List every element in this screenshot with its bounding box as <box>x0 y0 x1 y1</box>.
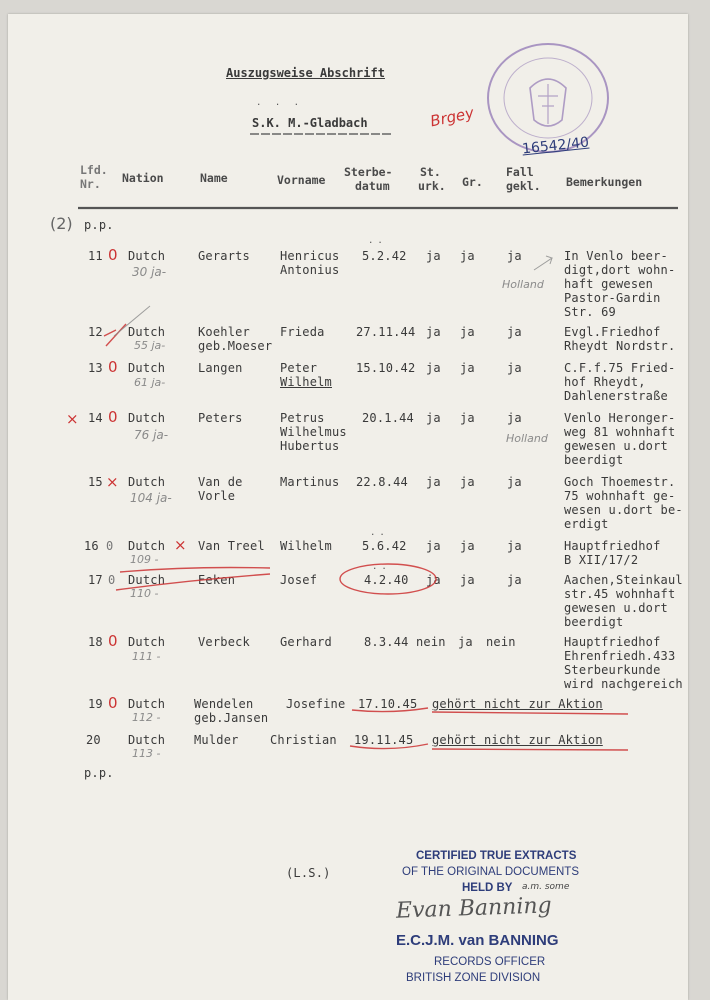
row-bemerkung: gewesen u.dort <box>564 439 668 453</box>
row-vorname: Josef <box>280 573 318 587</box>
row-bemerkung: wesen u.dort be- <box>564 503 683 517</box>
header-bemerkungen: Bemerkungen <box>566 175 643 189</box>
row-bemerkung: str.45 wohnhaft <box>564 587 676 601</box>
pencil-note: 30 ja- <box>132 265 167 279</box>
row-bemerkung: C.F.f.75 Fried- <box>564 361 676 375</box>
row-bemerkung: Str. 69 <box>564 305 616 319</box>
row-bemerkung: weg 81 wohnhaft <box>564 425 676 439</box>
row-vorname: Hubertus <box>280 439 340 453</box>
row-bemerkung: gewesen u.dort <box>564 601 668 615</box>
pencil-side-note: Holland <box>502 278 544 291</box>
row-bemerkung: Sterbeurkunde <box>564 663 661 677</box>
row-fall: ja <box>507 249 522 263</box>
row-bemerkung: B XII/17/2 <box>564 553 639 567</box>
header-nation: Nation <box>122 171 164 185</box>
header-fall: Fall <box>506 165 534 179</box>
row-fall: ja <box>507 325 522 339</box>
row-nation: Dutch <box>128 539 166 553</box>
pencil-note: 109 - <box>130 553 159 566</box>
row-vorname: Wilhelm <box>280 539 332 553</box>
pp-top-mark: (2) <box>50 214 73 233</box>
row-nation: Dutch <box>128 325 166 339</box>
row-nation: Dutch <box>128 411 166 425</box>
row-bemerkung: beerdigt <box>564 615 624 629</box>
row-vorname: Josefine <box>286 697 346 711</box>
row-name: Langen <box>198 361 243 375</box>
row-bemerkung: Goch Thoemestr. <box>564 475 676 489</box>
pencil-note: 113 - <box>132 747 161 760</box>
row-st: ja <box>426 539 441 553</box>
row-vorname: Henricus <box>280 249 340 263</box>
row-nr: 20 <box>86 733 101 747</box>
row-name: Van de <box>198 475 243 489</box>
row-bemerkung: In Venlo beer- <box>564 249 668 263</box>
row-bemerkung: Pastor-Gardin <box>564 291 661 305</box>
row-vorname: Martinus <box>280 475 340 489</box>
row-name: Van Treel <box>198 539 265 553</box>
header-sterbe: Sterbe- <box>344 165 393 179</box>
row-name: Vorle <box>198 489 236 503</box>
cert-role: RECORDS OFFICER <box>434 956 546 968</box>
row-nr: 16 <box>84 539 99 553</box>
pp-bottom: p.p. <box>84 766 114 780</box>
pencil-note: 112 - <box>132 711 161 724</box>
row-nr: 14 <box>88 411 103 425</box>
row-vorname: Gerhard <box>280 635 332 649</box>
red-cross-mark: × <box>106 473 119 491</box>
row-st: nein <box>416 635 446 649</box>
red-zero-mark: 0 <box>108 694 118 712</box>
row-bemerkung: wird nachgereich <box>564 677 683 691</box>
row-datum: 19.11.45 <box>354 733 414 747</box>
row-name: Eeken <box>198 573 236 587</box>
cert-held-by-note: a.m. some <box>522 882 570 892</box>
header-datum: datum <box>355 179 390 193</box>
stamp-number: 16542/40 <box>521 134 590 158</box>
row-bemerkung: hof Rheydt, <box>564 375 646 389</box>
row-nr: 18 <box>88 635 103 649</box>
row-bemerkung: Rheydt Nordstr. <box>564 339 676 353</box>
row-st: ja <box>426 475 441 489</box>
row-bemerkung: erdigt <box>564 517 609 531</box>
row-name: Koehler <box>198 325 250 339</box>
zero-mark: 0 <box>108 573 116 587</box>
row-nation: Dutch <box>128 573 166 587</box>
row-st: ja <box>426 411 441 425</box>
row-fall: ja <box>507 475 522 489</box>
row-datum: 22.8.44 <box>356 475 408 489</box>
row-st: ja <box>426 249 441 263</box>
row-vorname: Petrus <box>280 411 325 425</box>
row-name: Wendelen <box>194 697 254 711</box>
pencil-note: 61 ja- <box>134 376 166 389</box>
pencil-note: 76 ja- <box>134 428 169 442</box>
row-datum: 27.11.44 <box>356 325 416 339</box>
cert-held-by: HELD BY <box>462 882 513 894</box>
row-bemerkung: Hauptfriedhof <box>564 539 661 553</box>
document-subtitle: S.K. M.-Gladbach <box>252 116 368 130</box>
header-vorname: Vorname <box>277 173 326 187</box>
row-name: geb.Moeser <box>198 339 273 353</box>
row-name: Peters <box>198 411 243 425</box>
cert-officer-name: E.C.J.M. van BANNING <box>396 932 559 949</box>
row-bemerkung: Hauptfriedhof <box>564 635 661 649</box>
row-fall: ja <box>507 573 522 587</box>
row-vorname: Frieda <box>280 325 325 339</box>
locus-sigilli: (L.S.) <box>286 866 331 880</box>
row-st: ja <box>426 573 441 587</box>
row-nr: 12 <box>88 325 103 339</box>
row-name: Gerarts <box>198 249 250 263</box>
header-name: Name <box>200 171 228 185</box>
row-bemerkung: Evgl.Friedhof <box>564 325 661 339</box>
row-bemerkung: Ehrenfriedh.433 <box>564 649 676 663</box>
red-cross-mark: × <box>66 410 79 428</box>
row-bemerkung: Aachen,Steinkaul <box>564 573 683 587</box>
row-fall: ja <box>507 361 522 375</box>
pencil-side-note: Holland <box>506 432 548 445</box>
header-nr: Nr. <box>80 177 101 191</box>
row-vorname: Christian <box>270 733 337 747</box>
row-bemerkung: digt,dort wohn- <box>564 263 676 277</box>
dots-decoration: .. <box>370 528 389 538</box>
dots-decoration: . . . <box>256 98 304 108</box>
row-bemerkung: haft gewesen <box>564 277 654 291</box>
cert-line1: CERTIFIED TRUE EXTRACTS <box>416 850 577 862</box>
row-nation: Dutch <box>128 249 166 263</box>
row-gr: ja <box>460 539 475 553</box>
row-vorname: Peter <box>280 361 318 375</box>
cert-division: BRITISH ZONE DIVISION <box>406 972 541 984</box>
row-nr: 15 <box>88 475 103 489</box>
row-bemerkung: 75 wohnhaft ge- <box>564 489 676 503</box>
row-vorname: Antonius <box>280 263 340 277</box>
pencil-note: 111 - <box>132 650 161 663</box>
row-nr: 13 <box>88 361 103 375</box>
row-vorname: Wilhelmus <box>280 425 347 439</box>
row-bemerkung: Dahlenerstraße <box>564 389 668 403</box>
row-gr: ja <box>460 411 475 425</box>
header-st: St. <box>420 165 441 179</box>
row-datum: 5.2.42 <box>362 249 407 263</box>
row-gr: ja <box>460 325 475 339</box>
row-gr: ja <box>460 249 475 263</box>
row-fall: nein <box>486 635 516 649</box>
row-gr: ja <box>460 361 475 375</box>
row-fall: ja <box>507 411 522 425</box>
row-nation: Dutch <box>128 475 166 489</box>
row-name: Mulder <box>194 733 239 747</box>
row-nation: Dutch <box>128 733 166 747</box>
row-gr: ja <box>458 635 473 649</box>
row-datum: 8.3.44 <box>364 635 409 649</box>
red-zero-mark: 0 <box>108 246 118 264</box>
dots-decoration: .. <box>368 236 387 246</box>
row-nation: Dutch <box>128 697 166 711</box>
row-vorname: Wilhelm <box>280 375 332 389</box>
row-nation: Dutch <box>128 635 166 649</box>
row-note: gehört nicht zur Aktion <box>432 697 603 711</box>
row-st: ja <box>426 361 441 375</box>
red-cross-mark: × <box>174 536 187 554</box>
dots-decoration: .. <box>372 562 391 572</box>
row-datum: 17.10.45 <box>358 697 418 711</box>
row-datum: 4.2.40 <box>364 573 409 587</box>
row-bemerkung: Venlo Heronger- <box>564 411 676 425</box>
row-gr: ja <box>460 475 475 489</box>
red-zero-mark: 0 <box>108 358 118 376</box>
handwritten-signature: Evan Banning <box>395 893 553 924</box>
row-gr: ja <box>460 573 475 587</box>
header-gekl: gekl. <box>506 179 541 193</box>
header-urk: urk. <box>418 179 446 193</box>
row-nation: Dutch <box>128 361 166 375</box>
row-fall: ja <box>507 539 522 553</box>
zero-mark: 0 <box>106 539 114 553</box>
pencil-note: 110 - <box>130 587 159 600</box>
row-st: ja <box>426 325 441 339</box>
row-note: gehört nicht zur Aktion <box>432 733 603 747</box>
row-name: Verbeck <box>198 635 250 649</box>
header-gr: Gr. <box>462 175 483 189</box>
row-datum: 20.1.44 <box>362 411 414 425</box>
header-lfd: Lfd. <box>80 163 108 177</box>
row-name: geb.Jansen <box>194 711 269 725</box>
row-nr: 17 <box>88 573 103 587</box>
row-bemerkung: beerdigt <box>564 453 624 467</box>
pencil-note: 55 ja- <box>134 339 166 352</box>
stamp-red-mark: Brgey <box>428 103 476 131</box>
row-nr: 19 <box>88 697 103 711</box>
row-datum: 5.6.42 <box>362 539 407 553</box>
document-title: Auszugsweise Abschrift <box>226 66 385 80</box>
red-zero-mark: 0 <box>108 408 118 426</box>
cert-line2: OF THE ORIGINAL DOCUMENTS <box>402 866 579 878</box>
red-zero-mark: 0 <box>108 632 118 650</box>
row-datum: 15.10.42 <box>356 361 416 375</box>
pencil-note: 104 ja- <box>130 491 172 505</box>
pp-top: p.p. <box>84 218 114 232</box>
row-nr: 11 <box>88 249 103 263</box>
